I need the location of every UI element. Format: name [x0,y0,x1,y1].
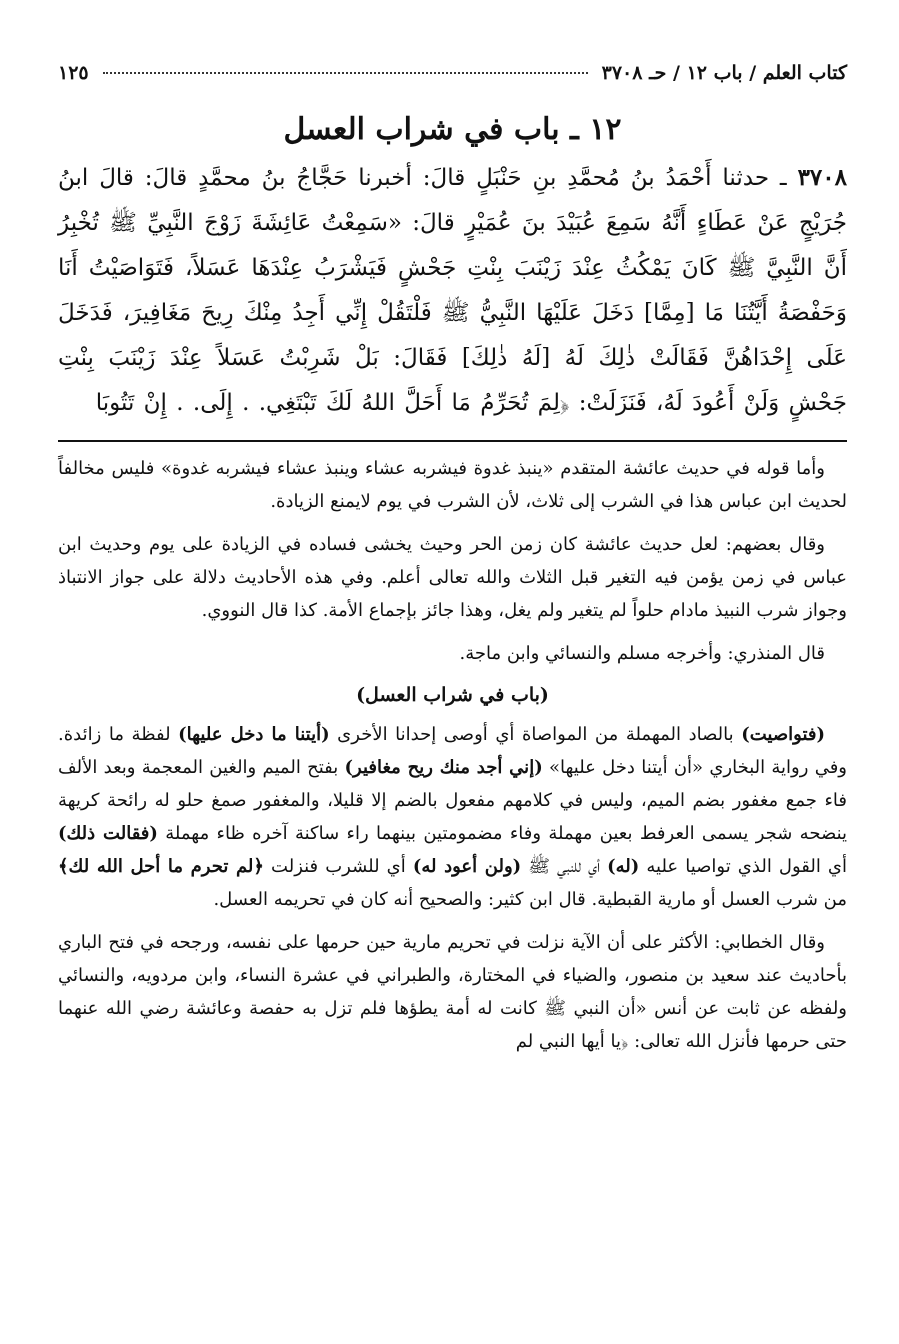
footnote-separator-line [58,440,847,442]
quran-quote: ﴿لم تحرم ما أحل الله لك﴾ [58,856,264,877]
quoted-phrase: (فتواصيت) [741,724,825,745]
hadith-body: ـ حدثنا أَحْمَدُ بنُ مُحمَّدِ بنِ حَنْبَلٍ قالَ: أخبرنا حَجَّاجُ بنُ محمَّدٍ قالَ: قالَ ابنُ جُرَيْجٍ عَنْ عَطَاءٍ أَنَّهُ سَمِعَ عُبَيْدَ بنَ عُمَيْرٍ قالَ: «سَمِعْتُ عَائِشَةَ زَوْجَ النَّبِيِّ ﷺ تُخْبِرُ أَنَّ النَّبِيَّ ﷺ كَانَ يَمْكُثُ عِنْدَ زَيْنَبَ بِنْتِ جَحْشٍ فَيَشْرَبُ عِنْدَهَا عَسَلاً، فَتَوَاصَيْتُ أَنَا وَحَفْصَةُ أَيَّتُنَا مَا [مِمَّا] دَخَلَ عَلَيْهَا النَّبِيُّ ﷺ فَلْتَقُلْ إِنِّي أَجِدُ مِنْكَ رِيحَ مَغَافِيرَ، فَدَخَلَ عَلَى إِحْدَاهُنَّ فَقَالَتْ ذٰلِكَ لَهُ [لَهُ ذٰلِكَ] فَقَالَ: بَلْ شَرِبْتُ عَسَلاً عِنْدَ زَيْنَبَ بِنْتِ جَحْشٍ وَلَنْ أَعُودَ لَهُ، فَنَزَلَتْ: ﴿لِمَ تُحَرِّمُ مَا أَحَلَّ اللهُ لَكَ تَبْتَغِي. . إِلَى. . إِنْ تَتُوبَا [58,165,847,416]
commentary-paragraph-2: وقال بعضهم: لعل حديث عائشة كان زمن الحر وحيث يخشى فساده في الزيادة على يوم وحديث ابن عباس في زمن يؤمن فيه التغير قبل الثلاث والله تعالى أعلم. وفي هذه الأحاديث دلالة على جواز الانتباذ وجواز شرب النبيذ مادام حلواً لم يتغير ولم يغل، وهذا جائز بإجماع الأمة. كذا قال النووي. [58,534,847,621]
commentary-paragraph-5: وقال الخطابي: الأكثر على أن الآية نزلت في تحريم مارية حين حرمها على نفسه، ورجحه في فتح الباري بأحاديث عند سعيد بن منصور، والضياء في المختارة، والطبراني في عشرة النساء، وابن مردويه، والنسائي ولفظه عن ثابت عن أنس «أن النبي ﷺ كانت له أمة يطؤها فلم تزل به حفصة وعائشة رضي الله عنهما حتى حرمها فأنزل الله تعالى: ﴿يا أيها النبي لم [58,932,847,1052]
explanation-text: لفظة ما زائدة. وفي رواية البخاري «أن أيتنا دخل عليها» [58,724,847,778]
hadith-number: ٣٧٠٨ [797,164,847,191]
commentary-sub-heading: (باب في شراب العسل) [356,684,549,706]
explanation-text: أي للنبي ﷺ [521,856,608,877]
page-number: ١٢٥ [58,62,89,84]
quoted-phrase: (له) [607,856,640,877]
quoted-phrase: (إني أجد منك ريح مغافير) [344,757,543,778]
explanation-text: أي القول الذي تواصيا عليه [639,856,848,877]
explanation-text: بالصاد المهملة من المواصاة أي أوصى إحدانا الأخرى [329,724,742,745]
header-book-reference: كتاب العلم / باب ١٢ / حـ ٣٧٠٨ [601,62,847,84]
quoted-phrase: (أيتنا ما دخل عليها) [178,724,330,745]
running-header [58,62,847,92]
explanation-text: من شرب العسل أو مارية القبطية. قال ابن كثير: والصحيح أنه كان في تحريمه العسل. [213,889,847,910]
explanation-text: بفتح الميم والغين المعجمة وبعد الألف فاء جمع مغفور بضم الميم، وليس في كلامهم مفعول بالضم إلا قليلا، والمغفور صمغ حلو له رائحة كريهة ينضحه شجر يسمى العرفط بعين مهملة وفاء مضمومتين بينهما راء ساكنة آخره ظاء مهملة [58,757,848,844]
commentary-paragraph-1: وأما قوله في حديث عائشة المتقدم «ينبذ غدوة فيشربه عشاء وينبذ عشاء فيشربه غدوة» فليس مخالفاً لحديث ابن عباس هذا في الشرب إلى ثلاث، لأن الشرب في يوم لايمنع الزيادة. [58,458,847,512]
commentary-paragraph-4 [58,718,847,916]
quoted-phrase: (فقالت ذلك) [58,823,158,844]
explanation-text: أي للشرب فنزلت [263,856,413,877]
header-dot-leader [103,72,588,74]
hadith-text-block [58,155,847,426]
commentary-paragraph-3: قال المنذري: وأخرجه مسلم والنسائي وابن ماجة. [459,643,825,664]
quoted-phrase: (ولن أعود له) [412,856,522,877]
chapter-title: ١٢ ـ باب في شراب العسل [283,112,622,147]
